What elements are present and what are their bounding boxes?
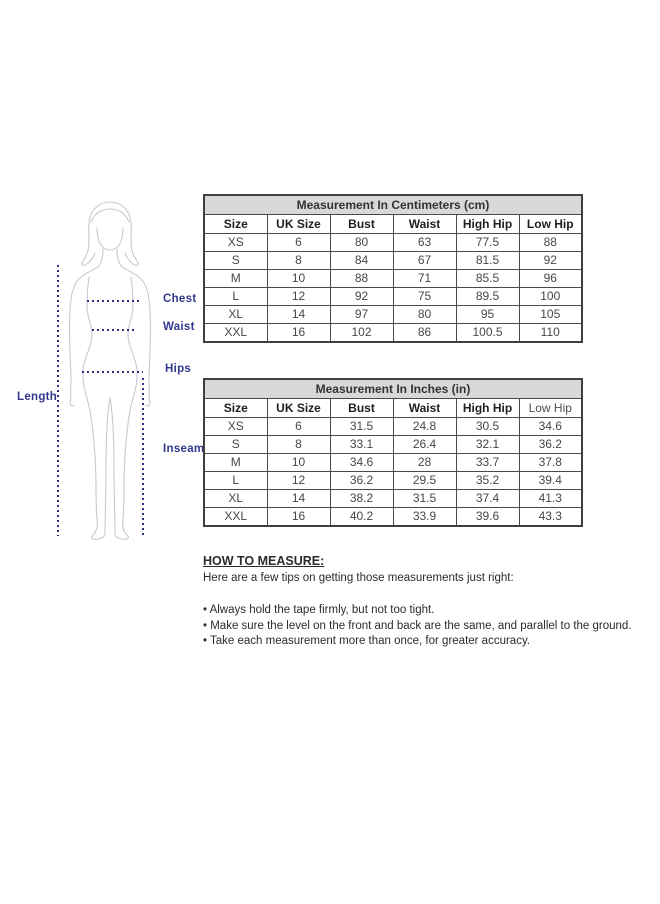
column-header-size: Size	[204, 399, 267, 418]
table-row	[204, 490, 582, 508]
table-cell: 75	[393, 288, 456, 306]
table-row	[204, 270, 582, 288]
table-cell: XS	[204, 418, 267, 436]
column-header-waist: Waist	[393, 399, 456, 418]
table-row	[204, 306, 582, 324]
table-cell: 40.2	[330, 508, 393, 527]
table-cell: 31.5	[393, 490, 456, 508]
column-header-low-hip: Low Hip	[519, 399, 582, 418]
table-cell: XL	[204, 306, 267, 324]
table-cell: 33.1	[330, 436, 393, 454]
tip-item: • Take each measurement more than once, for greater accuracy.	[203, 635, 531, 647]
table-row	[204, 324, 582, 343]
table-title: Measurement In Centimeters (cm)	[204, 195, 582, 215]
table-cell: 14	[267, 306, 330, 324]
silhouette-arm-right	[122, 267, 150, 398]
table-cell: 43.3	[519, 508, 582, 527]
table-row	[204, 252, 582, 270]
silhouette-neck-right	[117, 249, 122, 267]
table-cell: 32.1	[456, 436, 519, 454]
table-cell: L	[204, 472, 267, 490]
silhouette-hand-right	[146, 398, 150, 406]
table-cell: 92	[330, 288, 393, 306]
length-measure-line	[57, 265, 59, 536]
table-cell: 16	[267, 508, 330, 527]
size-table-centimeters	[203, 194, 583, 343]
table-title-row	[204, 195, 582, 215]
table-cell: 8	[267, 436, 330, 454]
table-cell: 80	[330, 234, 393, 252]
silhouette-foot-right	[115, 518, 128, 539]
table-cell: 67	[393, 252, 456, 270]
table-cell: 10	[267, 454, 330, 472]
table-row	[204, 508, 582, 527]
table-cell: 71	[393, 270, 456, 288]
column-header-low-hip: Low Hip	[519, 215, 582, 234]
hips-measure-line	[82, 371, 143, 373]
table-cell: 28	[393, 454, 456, 472]
table-cell: 84	[330, 252, 393, 270]
silhouette-hair-left	[82, 202, 110, 265]
table-cell: XXL	[204, 508, 267, 527]
table-cell: 16	[267, 324, 330, 343]
table-cell: 86	[393, 324, 456, 343]
chest-measure-line	[87, 300, 140, 302]
table-cell: M	[204, 270, 267, 288]
inseam-label: Inseam	[163, 443, 205, 455]
table-cell: 24.8	[393, 418, 456, 436]
table-cell: 12	[267, 288, 330, 306]
table-cell: M	[204, 454, 267, 472]
table-cell: XS	[204, 234, 267, 252]
column-header-high-hip: High Hip	[456, 399, 519, 418]
table-cell: 100.5	[456, 324, 519, 343]
table-cell: L	[204, 288, 267, 306]
table-cell: 63	[393, 234, 456, 252]
table-cell: 26.4	[393, 436, 456, 454]
column-header-high-hip: High Hip	[456, 215, 519, 234]
table-cell: 102	[330, 324, 393, 343]
table-cell: 36.2	[330, 472, 393, 490]
silhouette-neck-left	[98, 249, 103, 267]
table-cell: 88	[330, 270, 393, 288]
column-header-waist: Waist	[393, 215, 456, 234]
table-cell: 95	[456, 306, 519, 324]
table-cell: 80	[393, 306, 456, 324]
tip-item: • Make sure the level on the front and back are the same, and parallel to the ground.	[203, 619, 632, 632]
waist-measure-line	[92, 329, 134, 331]
table-cell: 89.5	[456, 288, 519, 306]
table-cell: S	[204, 252, 267, 270]
table-cell: 39.6	[456, 508, 519, 527]
inseam-measure-line	[142, 378, 144, 536]
table-cell: 37.8	[519, 454, 582, 472]
table-row	[204, 418, 582, 436]
silhouette-arm-left	[70, 267, 98, 398]
how-to-measure-title: HOW TO MEASURE:	[203, 554, 325, 568]
table-cell: 10	[267, 270, 330, 288]
table-cell: 81.5	[456, 252, 519, 270]
table-cell: 97	[330, 306, 393, 324]
table-cell: 34.6	[330, 454, 393, 472]
length-label: Length	[17, 391, 58, 403]
table-cell: 36.2	[519, 436, 582, 454]
table-row	[204, 472, 582, 490]
table-title: Measurement In Inches (in)	[204, 379, 582, 399]
table-cell: 6	[267, 234, 330, 252]
table-cell: 8	[267, 252, 330, 270]
table-cell: 85.5	[456, 270, 519, 288]
column-header-uk-size: UK Size	[267, 399, 330, 418]
table-cell: 35.2	[456, 472, 519, 490]
silhouette-hair-right	[110, 202, 138, 265]
table-title-row	[204, 379, 582, 399]
table-cell: 33.9	[393, 508, 456, 527]
how-to-measure-section	[203, 554, 655, 650]
table-header-row	[204, 215, 582, 234]
silhouette-torso-leg-left	[83, 277, 97, 518]
table-cell: 33.7	[456, 454, 519, 472]
female-body-silhouette-image	[53, 196, 167, 544]
table-cell: 37.4	[456, 490, 519, 508]
table-cell: 30.5	[456, 418, 519, 436]
measuring-tips-list	[203, 603, 655, 650]
chest-label: Chest	[163, 293, 197, 305]
column-header-uk-size: UK Size	[267, 215, 330, 234]
silhouette-inner-leg-left	[105, 398, 110, 534]
table-cell: 100	[519, 288, 582, 306]
table-cell: XXL	[204, 324, 267, 343]
table-cell: 38.2	[330, 490, 393, 508]
silhouette-torso-leg-right	[123, 277, 137, 518]
table-row	[204, 454, 582, 472]
table-header-row	[204, 399, 582, 418]
silhouette-hand-left	[70, 398, 74, 406]
how-to-measure-intro: Here are a few tips on getting those measurements just right:	[203, 572, 514, 584]
table-cell: 96	[519, 270, 582, 288]
table-cell: 39.4	[519, 472, 582, 490]
table-cell: 41.3	[519, 490, 582, 508]
column-header-bust: Bust	[330, 399, 393, 418]
table-cell: 105	[519, 306, 582, 324]
table-cell: 77.5	[456, 234, 519, 252]
table-cell: 29.5	[393, 472, 456, 490]
table-cell: 88	[519, 234, 582, 252]
table-cell: XL	[204, 490, 267, 508]
silhouette-inner-leg-right	[110, 398, 115, 534]
column-header-size: Size	[204, 215, 267, 234]
column-header-bust: Bust	[330, 215, 393, 234]
table-row	[204, 436, 582, 454]
table-cell: 12	[267, 472, 330, 490]
table-cell: 110	[519, 324, 582, 343]
table-cell: 31.5	[330, 418, 393, 436]
table-cell: 14	[267, 490, 330, 508]
waist-label: Waist	[163, 321, 195, 333]
silhouette-hairline	[91, 209, 129, 222]
table-cell: 34.6	[519, 418, 582, 436]
silhouette-face	[97, 228, 123, 250]
table-cell: 92	[519, 252, 582, 270]
table-row	[204, 288, 582, 306]
size-table-inches	[203, 378, 583, 527]
hips-label: Hips	[165, 363, 192, 375]
table-row	[204, 234, 582, 252]
table-cell: 6	[267, 418, 330, 436]
silhouette-foot-left	[92, 518, 105, 539]
tip-item: • Always hold the tape firmly, but not too tight.	[203, 604, 435, 616]
table-cell: S	[204, 436, 267, 454]
